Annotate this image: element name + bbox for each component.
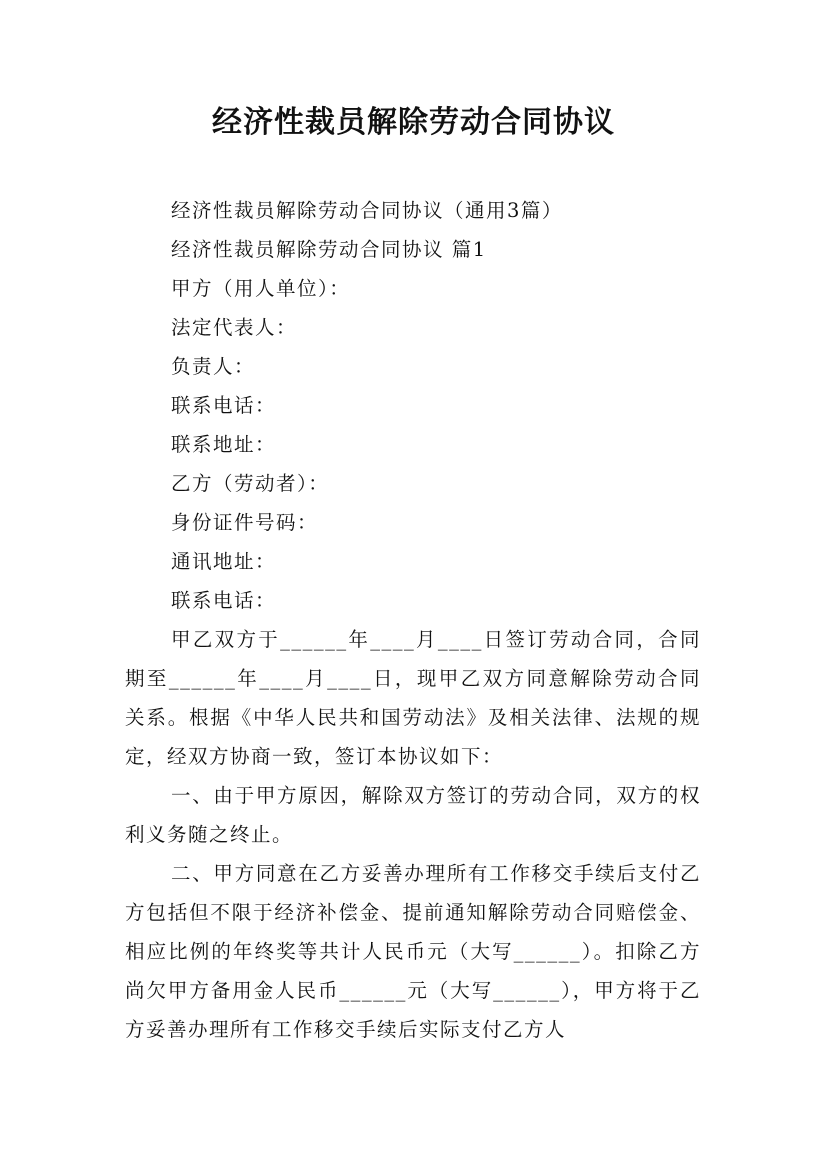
responsible-person-label: 负责人：: [171, 355, 256, 378]
paragraph-clause-2: 二、甲方同意在乙方妥善办理所有工作移交手续后支付乙方包括但不限于经济补偿金、提前通知解除劳动合同赔偿金、相应比例的年终奖等共计人民币元（大写______）。扣除乙方尚欠甲方备用金人民币______元（大写______），甲方将于乙方妥善办理所有工作移交手续后实际支付乙方人: [125, 862, 701, 1041]
party-b-phone-label: 联系电话：: [171, 589, 277, 612]
document-title: 经济性裁员解除劳动合同协议: [212, 105, 615, 140]
legal-representative-label: 法定代表人：: [171, 316, 298, 339]
document-body: [125, 191, 701, 1049]
subtitle-line: 经济性裁员解除劳动合同协议（通用3篇）: [171, 199, 563, 222]
party-b-label: 乙方（劳动者）：: [171, 472, 330, 495]
id-number-label: 身份证件号码：: [171, 511, 319, 534]
party-a-label: 甲方（用人单位）：: [171, 277, 351, 300]
party-a-address-label: 联系地址：: [171, 433, 277, 456]
section-heading: 经济性裁员解除劳动合同协议 篇1: [171, 238, 487, 261]
paragraph-agreement-intro: 甲乙双方于______年____月____日签订劳动合同，合同期至______年____月____日，现甲乙双方同意解除劳动合同关系。根据《中华人民共和国劳动法》及相关法律、法规的规定，经双方协商一致，签订本协议如下：: [125, 628, 701, 768]
paragraph-clause-1: 一、由于甲方原因，解除双方签订的劳动合同，双方的权利义务随之终止。: [125, 784, 701, 846]
party-a-phone-label: 联系电话：: [171, 394, 277, 417]
mailing-address-label: 通讯地址：: [171, 550, 277, 573]
